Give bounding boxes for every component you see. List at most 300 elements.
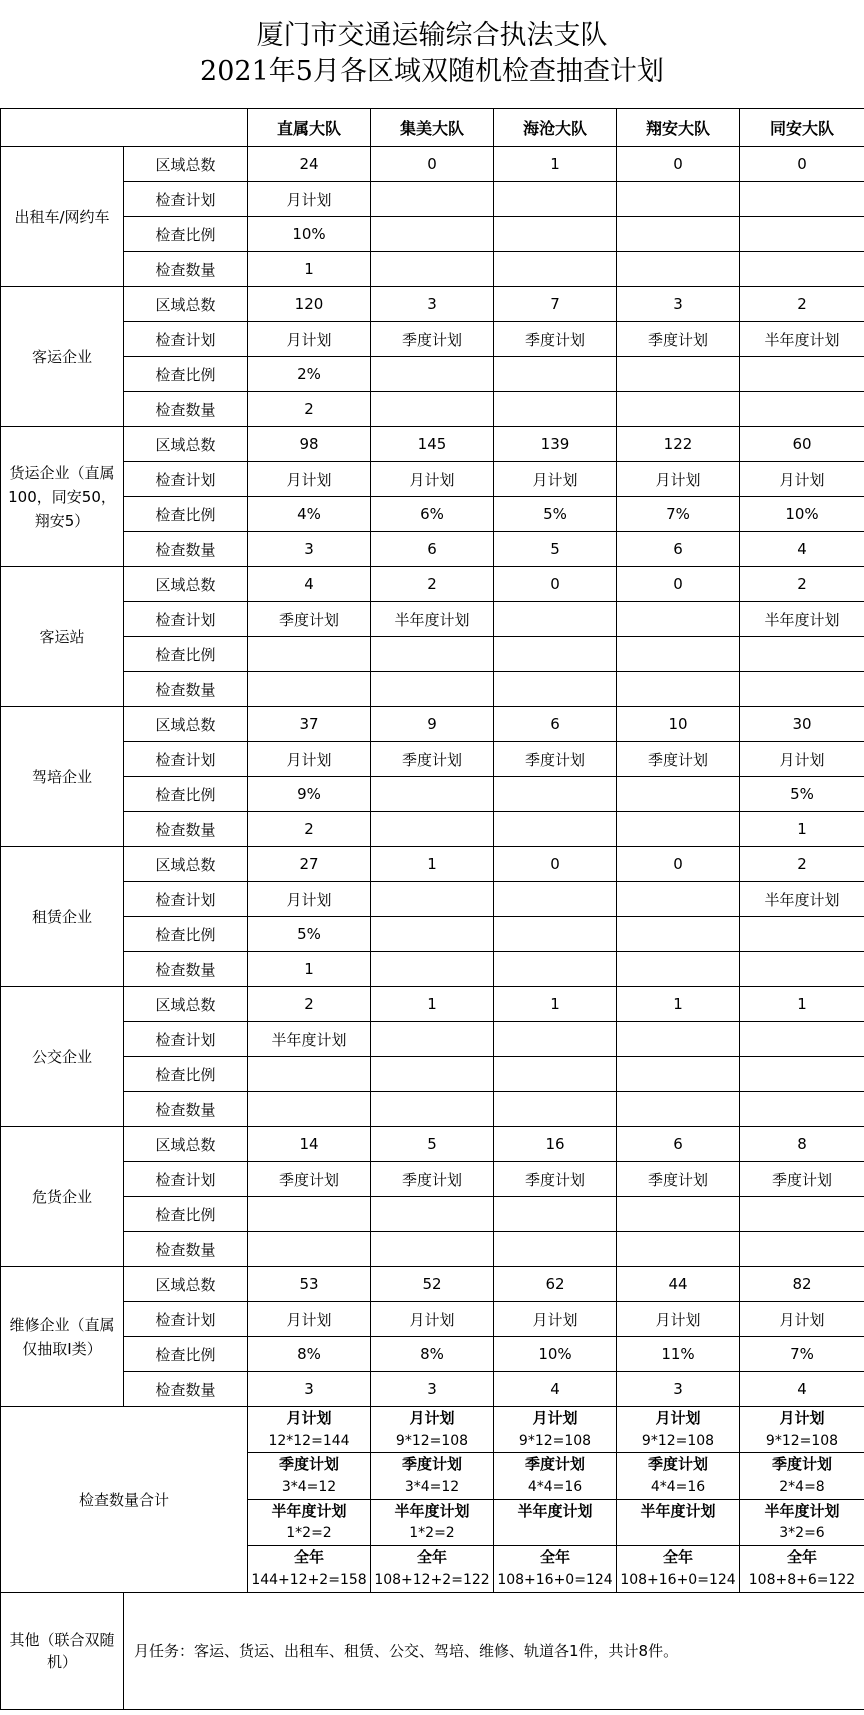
table-cell bbox=[371, 217, 494, 252]
table-cell bbox=[617, 812, 740, 847]
table-cell: 62 bbox=[494, 1267, 617, 1302]
table-cell bbox=[248, 672, 371, 707]
summary-cell bbox=[371, 1407, 494, 1593]
row-label: 检查比例 bbox=[124, 217, 248, 252]
row-label: 检查比例 bbox=[124, 1057, 248, 1092]
table-row bbox=[1, 637, 864, 672]
table-cell: 月计划 bbox=[248, 322, 371, 357]
table-row bbox=[1, 917, 864, 952]
table-row bbox=[1, 1267, 864, 1302]
half-year-plan-heading: 半年度计划 bbox=[394, 1501, 470, 1520]
table-cell: 1 bbox=[248, 252, 371, 287]
table-cell bbox=[494, 1197, 617, 1232]
quarterly-plan-heading: 季度计划 bbox=[524, 1455, 585, 1474]
table-cell bbox=[494, 672, 617, 707]
table-cell bbox=[740, 637, 864, 672]
row-label: 区域总数 bbox=[124, 147, 248, 182]
row-label: 检查比例 bbox=[124, 777, 248, 812]
annual-value: 108+8+6=122 bbox=[748, 1571, 856, 1588]
table-cell: 120 bbox=[248, 287, 371, 322]
summary-cell bbox=[740, 1407, 864, 1593]
table-row bbox=[1, 952, 864, 987]
table-cell bbox=[494, 777, 617, 812]
category-name: 出租车/网约车 bbox=[1, 147, 124, 287]
monthly-plan-heading: 月计划 bbox=[286, 1409, 332, 1427]
row-label: 检查计划 bbox=[124, 742, 248, 777]
table-cell: 1 bbox=[740, 812, 864, 847]
table-cell: 3 bbox=[371, 1372, 494, 1407]
quarterly-plan-heading: 季度计划 bbox=[278, 1455, 339, 1474]
table-cell: 月计划 bbox=[617, 1302, 740, 1337]
row-label: 区域总数 bbox=[124, 427, 248, 462]
table-cell bbox=[494, 812, 617, 847]
table-cell: 季度计划 bbox=[248, 1162, 371, 1197]
table-cell: 季度计划 bbox=[617, 322, 740, 357]
table-cell: 7% bbox=[617, 497, 740, 532]
quarterly-plan-value: 3*4=12 bbox=[371, 1476, 493, 1500]
table-cell bbox=[494, 357, 617, 392]
table-cell bbox=[617, 1197, 740, 1232]
annual-heading: 全年 bbox=[293, 1548, 324, 1567]
table-cell: 5% bbox=[248, 917, 371, 952]
summary-cell bbox=[494, 1407, 617, 1593]
annual-value: 108+16+0=124 bbox=[620, 1571, 736, 1588]
table-cell bbox=[371, 1092, 494, 1127]
table-cell: 60 bbox=[740, 427, 864, 462]
table-cell: 1 bbox=[740, 987, 864, 1022]
title-line-1: 厦门市交通运输综合执法支队 bbox=[256, 20, 608, 51]
table-row bbox=[1, 532, 864, 567]
table-cell bbox=[617, 182, 740, 217]
table-cell: 月计划 bbox=[740, 742, 864, 777]
table-cell bbox=[740, 1057, 864, 1092]
table-row bbox=[1, 1022, 864, 1057]
table-cell bbox=[494, 882, 617, 917]
table-cell: 半年度计划 bbox=[740, 882, 864, 917]
table-cell bbox=[617, 1057, 740, 1092]
table-cell bbox=[617, 1232, 740, 1267]
column-header: 直属大队 bbox=[248, 109, 371, 147]
table-cell: 10 bbox=[617, 707, 740, 742]
table-cell: 14 bbox=[248, 1127, 371, 1162]
table-cell bbox=[617, 917, 740, 952]
table-cell: 2 bbox=[248, 812, 371, 847]
table-row bbox=[1, 602, 864, 637]
table-cell: 季度计划 bbox=[740, 1162, 864, 1197]
table-cell: 16 bbox=[494, 1127, 617, 1162]
table-cell: 3 bbox=[248, 1372, 371, 1407]
table-cell: 10% bbox=[494, 1337, 617, 1372]
annual-value: 144+12+2=158 bbox=[251, 1571, 367, 1588]
monthly-plan-value: 9*12=108 bbox=[740, 1430, 864, 1454]
table-cell: 季度计划 bbox=[617, 742, 740, 777]
table-cell: 季度计划 bbox=[494, 742, 617, 777]
table-row bbox=[1, 1337, 864, 1372]
table-cell: 半年度计划 bbox=[248, 1022, 371, 1057]
table-cell: 11% bbox=[617, 1337, 740, 1372]
table-cell: 1 bbox=[371, 847, 494, 882]
table-cell: 139 bbox=[494, 427, 617, 462]
table-cell bbox=[494, 392, 617, 427]
half-year-plan-heading: 半年度计划 bbox=[271, 1501, 347, 1520]
title-line-2: 2021年5月各区域双随机检查抽查计划 bbox=[200, 56, 664, 87]
half-year-plan-heading: 半年度计划 bbox=[517, 1501, 593, 1520]
table-cell bbox=[617, 252, 740, 287]
summary-row bbox=[1, 1407, 864, 1593]
quarterly-plan-value: 2*4=8 bbox=[740, 1476, 864, 1500]
row-label: 检查数量 bbox=[124, 1372, 248, 1407]
row-label: 检查数量 bbox=[124, 1232, 248, 1267]
table-cell bbox=[617, 217, 740, 252]
row-label: 区域总数 bbox=[124, 1127, 248, 1162]
row-label: 检查计划 bbox=[124, 182, 248, 217]
table-cell bbox=[617, 672, 740, 707]
table-cell: 月计划 bbox=[248, 882, 371, 917]
table-cell bbox=[740, 917, 864, 952]
table-cell: 122 bbox=[617, 427, 740, 462]
table-row bbox=[1, 287, 864, 322]
table-cell bbox=[494, 1057, 617, 1092]
table-cell bbox=[740, 1092, 864, 1127]
table-cell: 9 bbox=[371, 707, 494, 742]
half-year-plan-value: 1*2=2 bbox=[371, 1522, 493, 1546]
table-cell: 2 bbox=[740, 567, 864, 602]
category-name: 租赁企业 bbox=[1, 847, 124, 987]
monthly-plan-heading: 月计划 bbox=[655, 1409, 701, 1427]
table-cell: 半年度计划 bbox=[371, 602, 494, 637]
row-label: 区域总数 bbox=[124, 567, 248, 602]
summary-cell bbox=[617, 1407, 740, 1593]
other-row bbox=[1, 1592, 864, 1709]
table-cell: 月计划 bbox=[494, 1302, 617, 1337]
row-label: 检查计划 bbox=[124, 1162, 248, 1197]
table-cell: 月计划 bbox=[248, 462, 371, 497]
table-row bbox=[1, 707, 864, 742]
table-cell bbox=[617, 777, 740, 812]
row-label: 检查计划 bbox=[124, 1022, 248, 1057]
table-cell bbox=[494, 1092, 617, 1127]
half-year-plan-heading: 半年度计划 bbox=[764, 1501, 840, 1520]
table-cell: 10% bbox=[248, 217, 371, 252]
table-cell: 5 bbox=[371, 1127, 494, 1162]
table-row bbox=[1, 777, 864, 812]
row-label: 区域总数 bbox=[124, 987, 248, 1022]
row-label: 检查计划 bbox=[124, 1302, 248, 1337]
table-cell: 3 bbox=[248, 532, 371, 567]
row-label: 区域总数 bbox=[124, 707, 248, 742]
table-cell bbox=[371, 812, 494, 847]
annual-heading: 全年 bbox=[786, 1548, 817, 1567]
table-cell: 98 bbox=[248, 427, 371, 462]
table-cell bbox=[371, 637, 494, 672]
table-cell: 8% bbox=[371, 1337, 494, 1372]
table-cell: 月计划 bbox=[494, 462, 617, 497]
table-cell bbox=[617, 1022, 740, 1057]
monthly-plan-value: 9*12=108 bbox=[371, 1430, 493, 1454]
table-cell bbox=[371, 1197, 494, 1232]
summary-stack bbox=[617, 1407, 739, 1592]
table-cell bbox=[617, 882, 740, 917]
table-cell: 半年度计划 bbox=[740, 322, 864, 357]
quarterly-plan-value: 4*4=16 bbox=[494, 1476, 616, 1500]
quarterly-plan-heading: 季度计划 bbox=[771, 1455, 832, 1474]
monthly-plan-value: 12*12=144 bbox=[248, 1430, 370, 1454]
table-cell: 30 bbox=[740, 707, 864, 742]
annual-value: 108+16+0=124 bbox=[497, 1571, 613, 1588]
table-cell bbox=[617, 602, 740, 637]
table-cell: 10% bbox=[740, 497, 864, 532]
table-cell: 0 bbox=[494, 567, 617, 602]
table-row bbox=[1, 742, 864, 777]
half-year-plan-value bbox=[617, 1522, 739, 1546]
category-name: 客运企业 bbox=[1, 287, 124, 427]
table-cell: 6 bbox=[617, 532, 740, 567]
table-cell: 季度计划 bbox=[371, 322, 494, 357]
table-row bbox=[1, 1092, 864, 1127]
table-cell bbox=[494, 602, 617, 637]
table-cell: 月计划 bbox=[617, 462, 740, 497]
table-cell bbox=[371, 952, 494, 987]
column-header: 翔安大队 bbox=[617, 109, 740, 147]
table-cell bbox=[740, 217, 864, 252]
table-cell bbox=[494, 217, 617, 252]
table-cell bbox=[248, 1197, 371, 1232]
category-name: 危货企业 bbox=[1, 1127, 124, 1267]
summary-stack bbox=[248, 1407, 370, 1592]
quarterly-plan-value: 4*4=16 bbox=[617, 1476, 739, 1500]
other-text: 月任务：客运、货运、出租车、租赁、公交、驾培、维修、轨道各1件，共计8件。 bbox=[124, 1592, 864, 1709]
table-cell: 5 bbox=[494, 532, 617, 567]
category-name: 货运企业（直属100，同安50，翔安5） bbox=[1, 427, 124, 567]
table-cell: 月计划 bbox=[248, 742, 371, 777]
table-cell: 1 bbox=[494, 987, 617, 1022]
column-header: 海沧大队 bbox=[494, 109, 617, 147]
table-cell: 7 bbox=[494, 287, 617, 322]
table-cell: 3 bbox=[617, 1372, 740, 1407]
table-cell: 季度计划 bbox=[494, 1162, 617, 1197]
half-year-plan-heading: 半年度计划 bbox=[640, 1501, 716, 1520]
category-name: 公交企业 bbox=[1, 987, 124, 1127]
half-year-plan-value: 3*2=6 bbox=[740, 1522, 864, 1546]
table-row bbox=[1, 1162, 864, 1197]
row-label: 区域总数 bbox=[124, 1267, 248, 1302]
row-label: 检查数量 bbox=[124, 532, 248, 567]
table-cell: 0 bbox=[617, 567, 740, 602]
table-row bbox=[1, 1302, 864, 1337]
table-cell bbox=[740, 1197, 864, 1232]
table-cell: 6 bbox=[617, 1127, 740, 1162]
table-cell: 37 bbox=[248, 707, 371, 742]
quarterly-plan-heading: 季度计划 bbox=[401, 1455, 462, 1474]
table-cell: 2 bbox=[740, 287, 864, 322]
row-label: 检查比例 bbox=[124, 1197, 248, 1232]
table-cell: 2 bbox=[740, 847, 864, 882]
summary-stack bbox=[740, 1407, 864, 1592]
table-cell: 半年度计划 bbox=[740, 602, 864, 637]
row-label: 检查数量 bbox=[124, 252, 248, 287]
row-label: 检查比例 bbox=[124, 1337, 248, 1372]
table-row bbox=[1, 147, 864, 182]
table-cell: 0 bbox=[371, 147, 494, 182]
table-cell bbox=[617, 952, 740, 987]
table-cell: 6 bbox=[371, 532, 494, 567]
table-row bbox=[1, 392, 864, 427]
table-row bbox=[1, 847, 864, 882]
monthly-plan-value: 9*12=108 bbox=[494, 1430, 616, 1454]
table-cell bbox=[740, 357, 864, 392]
row-label: 检查数量 bbox=[124, 392, 248, 427]
row-label: 检查数量 bbox=[124, 672, 248, 707]
table-row bbox=[1, 357, 864, 392]
table-row bbox=[1, 812, 864, 847]
table-cell: 月计划 bbox=[248, 182, 371, 217]
row-label: 检查数量 bbox=[124, 812, 248, 847]
table-cell bbox=[740, 1232, 864, 1267]
table-cell: 4 bbox=[248, 567, 371, 602]
table-cell: 月计划 bbox=[740, 1302, 864, 1337]
table-row bbox=[1, 567, 864, 602]
table-row bbox=[1, 252, 864, 287]
table-cell: 季度计划 bbox=[371, 1162, 494, 1197]
table-row bbox=[1, 987, 864, 1022]
table-cell: 0 bbox=[617, 847, 740, 882]
table-cell: 月计划 bbox=[371, 462, 494, 497]
monthly-plan-heading: 月计划 bbox=[532, 1409, 578, 1427]
table-cell bbox=[371, 672, 494, 707]
table-cell: 4 bbox=[494, 1372, 617, 1407]
table-cell: 4% bbox=[248, 497, 371, 532]
table-cell bbox=[371, 777, 494, 812]
summary-label: 检查数量合计 bbox=[1, 1407, 248, 1593]
table-cell: 2 bbox=[248, 392, 371, 427]
table-cell bbox=[371, 392, 494, 427]
table-cell bbox=[371, 357, 494, 392]
table-cell: 1 bbox=[494, 147, 617, 182]
table-cell: 82 bbox=[740, 1267, 864, 1302]
category-name: 驾培企业 bbox=[1, 707, 124, 847]
table-cell bbox=[494, 1232, 617, 1267]
table-cell: 月计划 bbox=[371, 1302, 494, 1337]
row-label: 区域总数 bbox=[124, 287, 248, 322]
table-row bbox=[1, 462, 864, 497]
table-cell: 季度计划 bbox=[371, 742, 494, 777]
table-row bbox=[1, 497, 864, 532]
half-year-plan-value: 1*2=2 bbox=[248, 1522, 370, 1546]
annual-heading: 全年 bbox=[662, 1548, 693, 1567]
table-cell: 5% bbox=[494, 497, 617, 532]
row-label: 检查数量 bbox=[124, 1092, 248, 1127]
table-cell: 2 bbox=[248, 987, 371, 1022]
table-cell bbox=[494, 637, 617, 672]
table-cell: 2% bbox=[248, 357, 371, 392]
table-cell: 4 bbox=[740, 1372, 864, 1407]
table-cell: 52 bbox=[371, 1267, 494, 1302]
table-cell: 24 bbox=[248, 147, 371, 182]
annual-value: 108+12+2=122 bbox=[374, 1571, 490, 1588]
monthly-plan-value: 9*12=108 bbox=[617, 1430, 739, 1454]
table-cell: 1 bbox=[617, 987, 740, 1022]
table-cell: 7% bbox=[740, 1337, 864, 1372]
row-label: 检查计划 bbox=[124, 322, 248, 357]
table-cell bbox=[371, 917, 494, 952]
table-cell: 3 bbox=[617, 287, 740, 322]
table-cell bbox=[248, 1232, 371, 1267]
table-cell bbox=[740, 952, 864, 987]
table-cell bbox=[371, 182, 494, 217]
table-row bbox=[1, 1197, 864, 1232]
table-cell bbox=[740, 1022, 864, 1057]
table-cell bbox=[494, 1022, 617, 1057]
table-cell bbox=[617, 637, 740, 672]
table-cell bbox=[248, 1092, 371, 1127]
table-cell: 季度计划 bbox=[494, 322, 617, 357]
table-cell: 5% bbox=[740, 777, 864, 812]
table-cell: 季度计划 bbox=[617, 1162, 740, 1197]
annual-heading: 全年 bbox=[539, 1548, 570, 1567]
inspection-plan-table bbox=[0, 108, 864, 1710]
table-cell bbox=[494, 252, 617, 287]
table-cell: 0 bbox=[740, 147, 864, 182]
column-header: 同安大队 bbox=[740, 109, 864, 147]
table-cell: 53 bbox=[248, 1267, 371, 1302]
table-cell bbox=[494, 917, 617, 952]
row-label: 检查比例 bbox=[124, 637, 248, 672]
table-row bbox=[1, 1372, 864, 1407]
header-row bbox=[1, 109, 864, 147]
table-cell: 月计划 bbox=[248, 1302, 371, 1337]
column-header: 集美大队 bbox=[371, 109, 494, 147]
row-label: 检查计划 bbox=[124, 882, 248, 917]
table-row bbox=[1, 1232, 864, 1267]
quarterly-plan-heading: 季度计划 bbox=[647, 1455, 708, 1474]
table-cell: 27 bbox=[248, 847, 371, 882]
table-cell: 1 bbox=[371, 987, 494, 1022]
table-cell: 8 bbox=[740, 1127, 864, 1162]
row-label: 检查数量 bbox=[124, 952, 248, 987]
table-cell: 2 bbox=[371, 567, 494, 602]
table-cell: 4 bbox=[740, 532, 864, 567]
table-cell bbox=[371, 882, 494, 917]
table-cell bbox=[740, 252, 864, 287]
table-cell: 0 bbox=[617, 147, 740, 182]
table-cell bbox=[371, 252, 494, 287]
quarterly-plan-value: 3*4=12 bbox=[248, 1476, 370, 1500]
category-name: 客运站 bbox=[1, 567, 124, 707]
table-cell bbox=[494, 952, 617, 987]
table-cell bbox=[371, 1057, 494, 1092]
table-cell bbox=[740, 672, 864, 707]
table-cell bbox=[740, 182, 864, 217]
table-cell bbox=[248, 637, 371, 672]
row-label: 检查比例 bbox=[124, 917, 248, 952]
table-row bbox=[1, 882, 864, 917]
table-row bbox=[1, 1127, 864, 1162]
table-cell: 季度计划 bbox=[248, 602, 371, 637]
row-label: 检查计划 bbox=[124, 602, 248, 637]
table-cell: 8% bbox=[248, 1337, 371, 1372]
table-cell bbox=[371, 1022, 494, 1057]
table-row bbox=[1, 1057, 864, 1092]
monthly-plan-heading: 月计划 bbox=[779, 1409, 825, 1427]
other-label: 其他（联合双随机） bbox=[1, 1592, 124, 1709]
table-cell: 月计划 bbox=[740, 462, 864, 497]
table-cell: 9% bbox=[248, 777, 371, 812]
table-row bbox=[1, 427, 864, 462]
row-label: 检查比例 bbox=[124, 497, 248, 532]
table-cell bbox=[740, 392, 864, 427]
row-label: 检查比例 bbox=[124, 357, 248, 392]
row-label: 检查计划 bbox=[124, 462, 248, 497]
